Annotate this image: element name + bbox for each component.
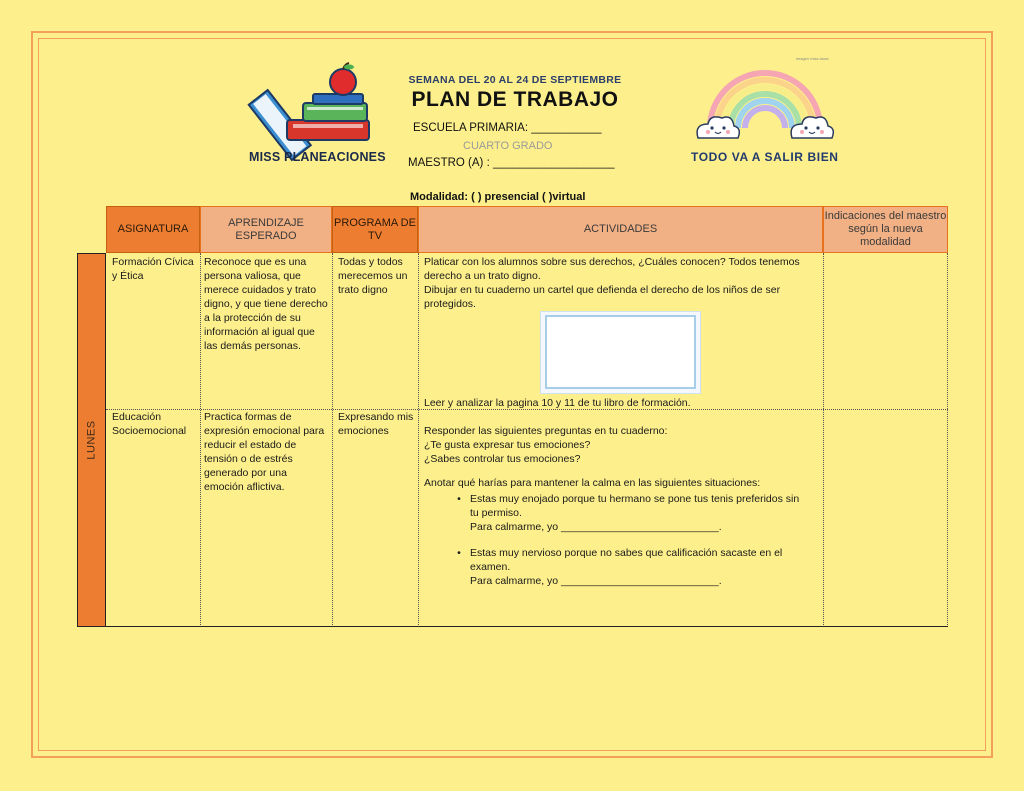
row2-act-l2: ¿Te gusta expresar tus emociones? [424,439,591,451]
header-actividades: ACTIVIDADES [418,206,823,253]
week-range: SEMANA DEL 20 AL 24 DE SEPTIEMBRE [408,74,622,86]
grid-line [200,253,201,627]
bullet-2-line: Para calmarme, yo ___________________________. [470,575,722,587]
bullet-2-text: Estas muy nervioso porque no sabes que calificación sacaste en el examen. [470,547,783,573]
grid-line [332,253,333,627]
row1-act-p3: Leer y analizar la pagina 10 y 11 de tu libro de formación. [424,397,691,409]
teacher-field: MAESTRO (A) : ___________________ [408,157,615,169]
header-asignatura: ASIGNATURA [106,206,200,253]
grade-label: CUARTO GRADO [463,140,553,152]
bullet-1-text: Estas muy enojado porque tu hermano se pone tus tenis preferidos sin tu permiso. [470,493,800,519]
grid-line [947,253,948,627]
row1-asignatura: Formación Cívica y Ética [112,256,194,282]
header-programa: PROGRAMA DE TV [332,206,418,253]
table-bottom-line [77,626,948,627]
header-aprendizaje: APRENDIZAJE ESPERADO [200,206,332,253]
row2-act-l3: ¿Sabes controlar tus emociones? [424,453,581,465]
row1-actividades [424,255,820,311]
logo-left-text: MISS PLANEACIONES [249,150,386,164]
bullet-dot-icon: • [457,493,461,505]
page-title: PLAN DE TRABAJO [411,88,619,111]
logo-right-text: TODO VA A SALIR BIEN [691,150,839,164]
grid-line [823,253,824,627]
day-label-wrap [77,253,106,627]
header-indicaciones: Indicaciones del maestro según la nueva modalidad [823,206,948,253]
bullet-item [424,546,820,588]
row2-act-l4: Anotar qué harías para mantener la calma en las siguientes situaciones: [424,477,761,489]
modalidad-line: Modalidad: ( ) presencial ( )virtual [410,191,586,203]
bullet-1-line: Para calmarme, yo ___________________________. [470,521,722,533]
row1-act-p2: Dibujar en tu cuaderno un cartel que defienda el derecho de los niños de ser protegidos. [424,284,781,310]
row2-actividades [424,424,820,588]
row2-asignatura: Educación Socioemocional [112,411,187,437]
bullet-item [424,492,820,534]
day-label: LUNES [85,420,98,460]
school-field: ESCUELA PRIMARIA: ___________ [413,122,602,134]
grid-line [418,253,419,627]
bullet-dot-icon: • [457,547,461,559]
watermark-text: imagen miss laura [796,56,829,61]
row1-aprendizaje: Reconoce que es una persona valiosa, que merece cuidados y trato digno, y que tiene derecho a la protección de su información al igual que las demás personas. [204,256,328,352]
row2-aprendizaje: Practica formas de expresión emocional para reducir el estado de tensión o de estrés generado por una emoción aflictiva. [204,411,325,493]
row1-programa: Todas y todos merecemos un trato digno [338,256,408,296]
poster-image-inner [545,315,696,389]
rainbow-logo [690,58,840,153]
row1-act-p1: Platicar con los alumnos sobre sus derechos, ¿Cuáles conocen? Todos tenemos derecho a un trato digno. [424,256,800,282]
row2-programa: Expresando mis emociones [338,411,414,437]
row2-act-l1: Responder las siguientes preguntas en tu cuaderno: [424,425,668,437]
